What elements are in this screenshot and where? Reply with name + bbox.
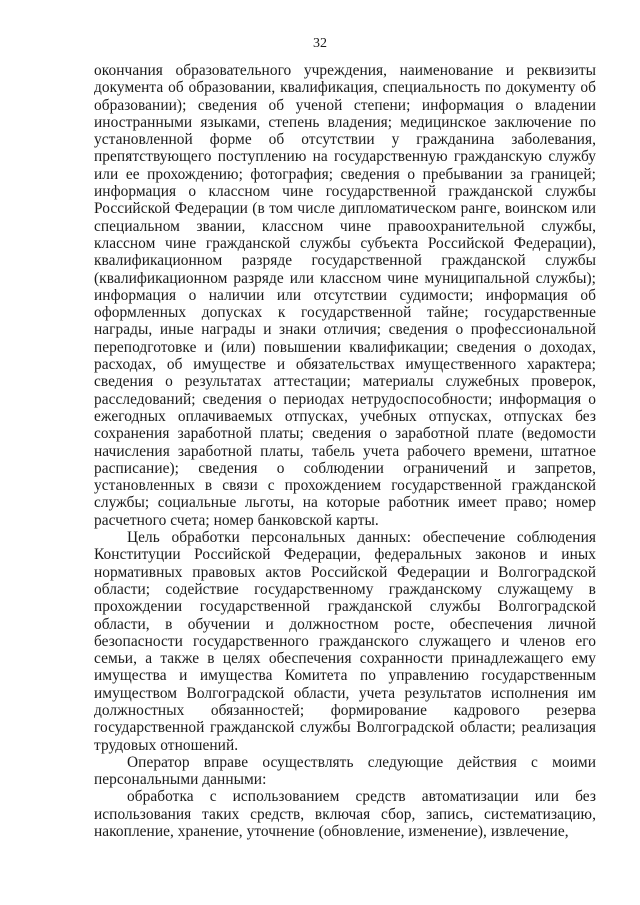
paragraph-operator-rights: Оператор вправе осуществлять следующие действия с моими персональными данными: [94,753,596,789]
paragraph-continuation: окончания образовательного учреждения, наименование и реквизиты документа об образовании, квалификация, специальность по документу об образовании); сведения об ученой степени; информация о владении иностранными языками, степень владения; медицинское заключение по установленной форме об отсутствии у гражданина заболевания, препятствующего поступлению на государственную гражданскую службу или ее прохождению; фотография; сведения о пребывании за границей; информация о классном чине государственной гражданской службы Российской Федерации (в том числе дипломатическом ранге, воинском или специальном звании, классном чине правоохранительной службы, классном чине гражданской службы субъекта Российской Федерации), квалификационном разряде государственной гражданской службы (квалификационном разряде или классном чине муниципальной службы); информация о наличии или отсутствии судимости; информация об оформленных допусках к государственной тайне; государственные награды, иные награды и знаки отличия; сведения о профессиональной переподготовке и (или) повышении квалификации; сведения о доходах, расходах, об имуществе и обязательствах имущественного характера; сведения о результатах аттестации; материалы служебных проверок, расследований; сведения о периодах нетрудоспособности; информация о ежегодных оплачиваемых отпусках, учебных отпусках, отпусках без сохранения заработной платы; сведения о заработной плате (ведомости начисления заработной платы, табель учета рабочего времени, штатное расписание); сведения о соблюдении ограничений и запретов, установленных в связи с прохождением государственной гражданской службы; социальные льготы, на которые работник имеет право; номер расчетного счета; номер банковской карты. [94,62,596,529]
document-body [94,62,596,840]
paragraph-processing: обработка с использованием средств автоматизации или без использования таких средств, включая сбор, запись, систематизацию, накопление, хранение, уточнение (обновление, изменение), извлечение, [94,788,596,841]
paragraph-purpose: Цель обработки персональных данных: обеспечение соблюдения Конституции Российской Федерации, федеральных законов и иных нормативных правовых актов Российской Федерации и Волгоградской области; содействие государственному гражданскому служащему в прохождении государственной гражданской службы Волгоградской области, в обучении и должностном росте, обеспечения личной безопасности государственного гражданского служащего и членов его семьи, а также в целях обеспечения сохранности принадлежащего ему имущества и имущества Комитета по управлению государственным имуществом Волгоградской области, учета результатов исполнения им должностных обязанностей; формирование кадрового резерва государственной гражданской службы Волгоградской области; реализация трудовых отношений. [94,529,596,754]
page-number: 32 [313,36,327,51]
